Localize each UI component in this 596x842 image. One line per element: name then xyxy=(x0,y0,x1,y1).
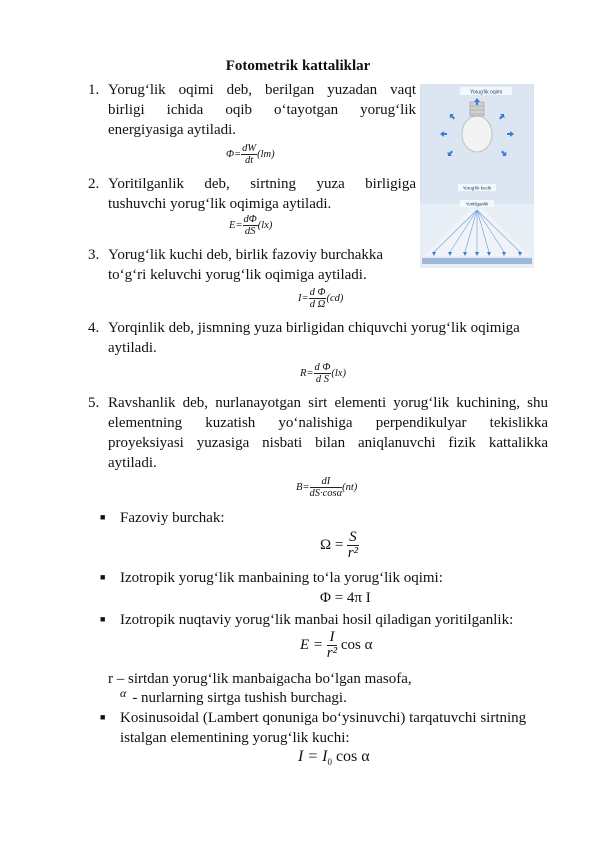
item-3-text: Yorug‘lik kuchi deb, birlik fazoviy burchakka to‘g‘ri keluvchi yorug‘lik oqimiga aytiladi. xyxy=(108,247,384,283)
formula-luminance: B= $\frac{dI}{dS\cdot\cos\alpha}$ (nt) xyxy=(296,476,358,499)
item-1-text: Yorug‘lik oqimi deb, berilgan yuzadan vaqt birligi ichida oqib o‘tayotgan yorug‘lik energiyasiga aytiladi. xyxy=(108,82,416,138)
item-number: 4. xyxy=(88,320,100,336)
bullet-text: Kosinusoidal (Lambert qonuniga bo‘ysinuvchi) tarqatuvchi sirtning istalgan elementining yorug‘lik kuchi: xyxy=(120,710,527,746)
bullet-text: Izotropik yorug‘lik manbaining to‘la yorug‘lik oqimi: xyxy=(120,570,443,586)
illustration-label-illuminance: Yoritilganlik xyxy=(465,201,489,207)
formula-solid-angle: Ω = $\frac{S}{\text{r²}}$ xyxy=(320,529,359,561)
formula-lambert: $I = I_0$ cos α xyxy=(298,748,370,768)
illustration-label-intensity: Yorug‘lik kuchi xyxy=(462,185,492,191)
note-alpha: $^\alpha$ - nurlarning sirtga tushish burchagi. xyxy=(120,686,347,706)
item-2-text: Yoritilganlik deb, sirtning yuza birligiga tushuvchi yorug‘lik oqimiga aytiladi. xyxy=(108,176,416,212)
bullet-text: Fazoviy burchak: xyxy=(120,510,225,526)
formula-point-illuminance: E = $\frac{I}{\text{r²}}$ cos α xyxy=(300,629,373,661)
formula-total-flux: Φ = 4π I xyxy=(320,590,371,606)
bullet-square-icon: ■ xyxy=(100,712,106,722)
bullet-text: Izotropik nuqtaviy yorug‘lik manbai hosil qiladigan yoritilganlik: xyxy=(120,612,514,628)
formula-luminous-intensity: I= $\frac{\text{d Φ}}{\text{d Ω}}$ (cd) xyxy=(298,287,344,310)
photometry-illustration xyxy=(420,84,534,268)
formula-luminous-flux: Φ= $\frac{dW}{dt}$ (lm) xyxy=(226,143,275,166)
page-title: Fotometrik kattaliklar xyxy=(225,58,371,74)
item-5-text: Ravshanlik deb, nurlanayotgan sirt elementi yorug‘lik kuchining, shu elementning kuzatish yo‘nalishiga perpendikulyar tekislikka proyeksiyasi yuzasiga nisbati bilan aniqlanuvchi fizik kattalikka aytiladi. xyxy=(108,395,548,471)
bullet-square-icon: ■ xyxy=(100,614,106,624)
item-number: 5. xyxy=(88,395,100,411)
item-number: 2. xyxy=(88,176,100,192)
item-number: 1. xyxy=(88,82,100,98)
item-4-text: Yorqinlik deb, jismning yuza birligidan chiquvchi yorug‘lik oqimiga aytiladi. xyxy=(108,320,520,356)
formula-illuminance: E= $\frac{d\Phi}{dS}$ (lx) xyxy=(229,214,273,237)
item-number: 3. xyxy=(88,247,100,263)
formula-luminous-exitance: R= $\frac{\text{d Φ}}{\text{d S}}$ (lx) xyxy=(300,362,346,385)
bullet-square-icon: ■ xyxy=(100,572,106,582)
bullet-square-icon: ■ xyxy=(100,512,106,522)
note-r: r – sirtdan yorug‘lik manbaigacha bo‘lgan masofa, xyxy=(108,671,412,687)
illustration-label-flux: Yorug‘lik oqimi xyxy=(469,89,503,96)
lamp-diagram xyxy=(420,84,534,268)
